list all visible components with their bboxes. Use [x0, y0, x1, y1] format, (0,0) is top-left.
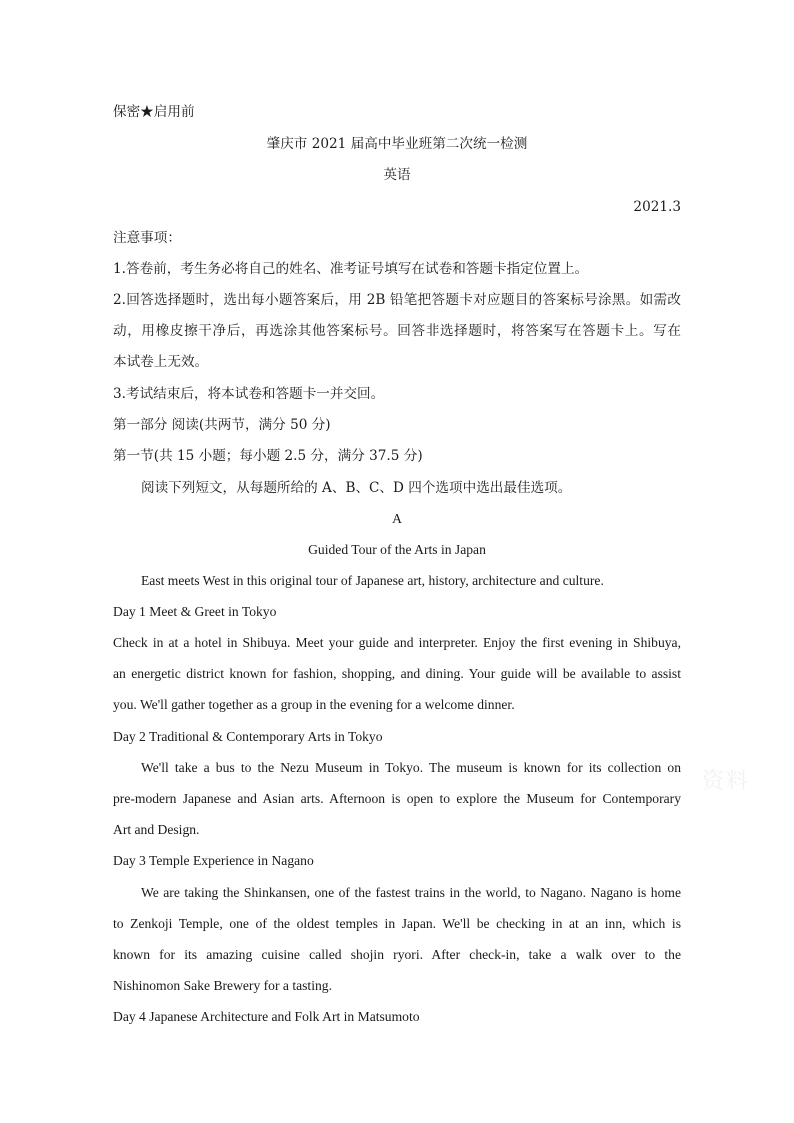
day3-line-4: Nishinomon Sake Brewery for a tasting.: [113, 978, 332, 993]
note-item-2-line-2: 动，用橡皮擦干净后，再选涂其他答案标号。回答非选择题时，将答案写在答题卡上。写在: [113, 323, 681, 339]
day1-line-2: an energetic district known for fashion, shopping, and dining. Your guide will be available to assist: [113, 666, 681, 681]
passage-title: Guided Tour of the Arts in Japan: [308, 542, 486, 557]
day2-line-3: Art and Design.: [113, 822, 200, 837]
day3-heading: Day 3 Temple Experience in Nagano: [113, 853, 314, 868]
notes-heading: 注意事项：: [113, 230, 181, 246]
day1-line-1: Check in at a hotel in Shibuya. Meet your guide and interpreter. Enjoy the first evening in Shibuya,: [113, 635, 681, 650]
exam-title: 肇庆市 2021 届高中毕业班第二次统一检测: [266, 136, 528, 152]
section-instruction: 阅读下列短文，从每题所给的 A、B、C、D 四个选项中选出最佳选项。: [141, 480, 572, 496]
exam-date: 2021.3: [633, 199, 681, 215]
day1-line-3: you. We'll gather together as a group in the evening for a welcome dinner.: [113, 697, 515, 712]
day2-line-2: pre-modern Japanese and Asian arts. Afternoon is open to explore the Museum for Contemporary: [113, 791, 681, 806]
passage-intro: East meets West in this original tour of Japanese art, history, architecture and culture.: [141, 573, 604, 588]
day3-line-2: to Zenkoji Temple, one of the oldest temples in Japan. We'll be checking in at an inn, which is: [113, 916, 681, 931]
note-item-2-line-3: 本试卷上无效。: [113, 354, 209, 370]
confidential-label: 保密★启用前: [113, 104, 195, 120]
note-item-1: 1.答卷前，考生务必将自己的姓名、准考证号填写在试卷和答题卡指定位置上。: [113, 261, 589, 277]
day2-line-1: We'll take a bus to the Nezu Museum in Tokyo. The museum is known for its collection on: [141, 760, 681, 775]
note-item-3: 3.考试结束后，将本试卷和答题卡一并交回。: [113, 386, 385, 402]
note-item-2-line-1: 2.回答选择题时，选出每小题答案后，用 2B 铅笔把答题卡对应题目的答案标号涂黑。如需改: [113, 292, 681, 308]
day3-line-1: We are taking the Shinkansen, one of the fastest trains in the world, to Nagano. Nagano is home: [141, 885, 681, 900]
passage-letter: A: [392, 511, 402, 526]
watermark: 资料: [702, 769, 751, 794]
exam-subject: 英语: [383, 167, 411, 183]
day4-heading: Day 4 Japanese Architecture and Folk Art in Matsumoto: [113, 1009, 420, 1024]
part-heading: 第一部分 阅读(共两节，满分 50 分): [113, 417, 331, 433]
day3-line-3: known for its amazing cuisine called shojin ryori. After check-in, take a walk over to the: [113, 947, 681, 962]
day2-heading: Day 2 Traditional & Contemporary Arts in Tokyo: [113, 729, 383, 744]
day1-heading: Day 1 Meet & Greet in Tokyo: [113, 604, 277, 619]
section-heading: 第一节(共 15 小题；每小题 2.5 分，满分 37.5 分): [113, 448, 423, 464]
